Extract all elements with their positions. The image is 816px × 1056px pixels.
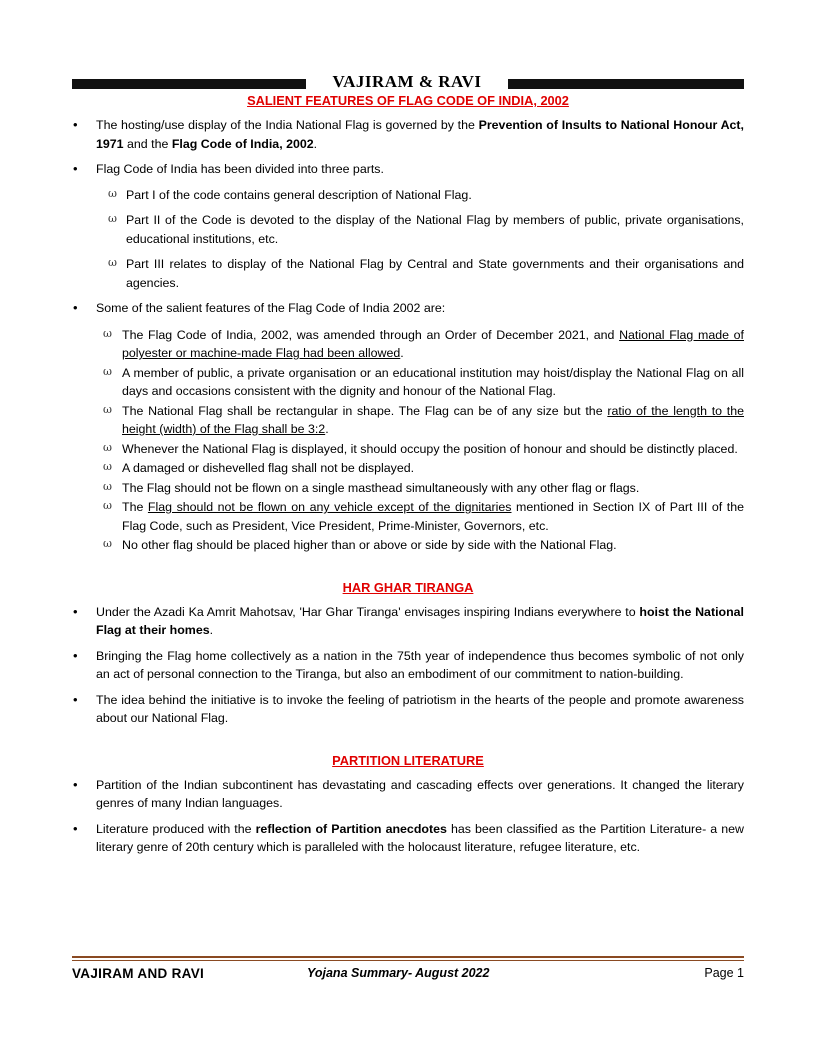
sub-item: ω Part I of the code contains general description of National Flag. xyxy=(104,186,744,205)
document-body xyxy=(72,93,744,857)
bullet-item: • The hosting/use display of the India National Flag is governed by the Prevention of Insults to National Honour Act, 1971 and the Flag Code of India, 2002. xyxy=(72,116,744,153)
page-number: Page 1 xyxy=(704,966,744,980)
footer-brand: VAJIRAM AND RAVI xyxy=(72,966,205,981)
bullet-item: • Flag Code of India has been divided into three parts. ω Part I of the code contains general description of National Flag. ω Part II of the Code is devoted to the display of the National Flag by members of public, private organisations, educational institutions, etc. ω Part III relates to display of the National Flag by Central and State governments and their organisations and agencies. xyxy=(72,160,744,292)
bullet-item: • Under the Azadi Ka Amrit Mahotsav, 'Har Ghar Tiranga' envisages inspiring Indians everywhere to hoist the National Flag at their homes. xyxy=(72,603,744,640)
section-title-partition-literature: PARTITION LITERATURE xyxy=(332,752,484,768)
salient-features-list xyxy=(96,326,744,555)
header-rule-left xyxy=(72,79,306,89)
flag-code-list xyxy=(72,116,744,555)
sub-item: ω The National Flag shall be rectangular in shape. The Flag can be of any size but the ratio of the length to the height (width) of the Flag shall be 3:2. xyxy=(99,402,744,439)
partition-literature-list xyxy=(72,776,744,857)
sub-item: ω Whenever the National Flag is displayed, it should occupy the position of honour and should be distinctly placed. xyxy=(99,440,744,459)
footer-title: Yojana Summary- August 2022 xyxy=(307,966,490,980)
section-title-flag-code: SALIENT FEATURES OF FLAG CODE OF INDIA, 2002 xyxy=(247,93,569,108)
page-footer xyxy=(72,966,744,984)
sub-item: ω A damaged or dishevelled flag shall not be displayed. xyxy=(99,459,744,478)
bullet-item: • The idea behind the initiative is to invoke the feeling of patriotism in the hearts of the people and promote awareness about our National Flag. xyxy=(72,691,744,728)
sub-item: ω Part III relates to display of the National Flag by Central and State governments and their organisations and agencies. xyxy=(104,255,744,292)
header-brand: VAJIRAM & RAVI xyxy=(332,72,482,91)
header-rule-right xyxy=(508,79,744,89)
bullet-item: • Bringing the Flag home collectively as a nation in the 75th year of independence thus becomes symbolic of not only an act of personal connection to the Tiranga, but also an embodiment of our commitment to nation-building. xyxy=(72,647,744,684)
bullet-item: • Some of the salient features of the Flag Code of India 2002 are: ω The Flag Code of India, 2002, was amended through an Order of December 2021, and National Flag made of polyester or machine-made Flag had been allowed. ω A member of public, a private organisation or an educational institution may hoist/display the National Flag on all days and occasions consistent with the dignity and honour of the National Flag. ω The National Flag shall be rectangular in shape. The Flag can be of any size but the ratio of the length to the height (width) of the Flag shall be 3:2. ω Whenever the National Flag is displayed, it should occupy the position of honour and should be distinctly placed. ω A damaged or dishevelled flag shall not be displayed. ω The Flag should not be flown on a single masthead simultaneously with any other flag or flags. ω The Flag should not be flown on any vehicle except of the dignitaries mentioned in Section IX of Part III of the Flag Code, such as President, Vice President, Prime-Minister, Governors, etc. ω No other flag should be placed higher than or above or side by side with the National Flag. xyxy=(72,299,744,555)
sub-item: ω The Flag Code of India, 2002, was amended through an Order of December 2021, and National Flag made of polyester or machine-made Flag had been allowed. xyxy=(99,326,744,363)
section-title-har-ghar-tiranga: HAR GHAR TIRANGA xyxy=(342,579,474,595)
bullet-item: • Partition of the Indian subcontinent has devastating and cascading effects over generations. It changed the literary genres of many Indian languages. xyxy=(72,776,744,813)
bullet-item: • Literature produced with the reflection of Partition anecdotes has been classified as the Partition Literature- a new literary genre of 20th century which is paralleled with the holocaust literature, refugee literature, etc. xyxy=(72,820,744,857)
flag-code-parts xyxy=(96,186,744,293)
footer-rule-thick xyxy=(72,956,744,958)
sub-item: ω Part II of the Code is devoted to the display of the National Flag by members of public, private organisations, educational institutions, etc. xyxy=(104,211,744,248)
sub-item: ω A member of public, a private organisation or an educational institution may hoist/display the National Flag on all days and occasions consistent with the dignity and honour of the National Flag. xyxy=(99,364,744,401)
har-ghar-tiranga-list xyxy=(72,603,744,728)
sub-item: ω No other flag should be placed higher than or above or side by side with the National Flag. xyxy=(99,536,744,555)
sub-item: ω The Flag should not be flown on a single masthead simultaneously with any other flag or flags. xyxy=(99,479,744,498)
sub-item: ω The Flag should not be flown on any vehicle except of the dignitaries mentioned in Section IX of Part III of the Flag Code, such as President, Vice President, Prime-Minister, Governors, etc. xyxy=(99,498,744,535)
page-header xyxy=(72,72,744,91)
footer-rule-thin xyxy=(72,960,744,961)
